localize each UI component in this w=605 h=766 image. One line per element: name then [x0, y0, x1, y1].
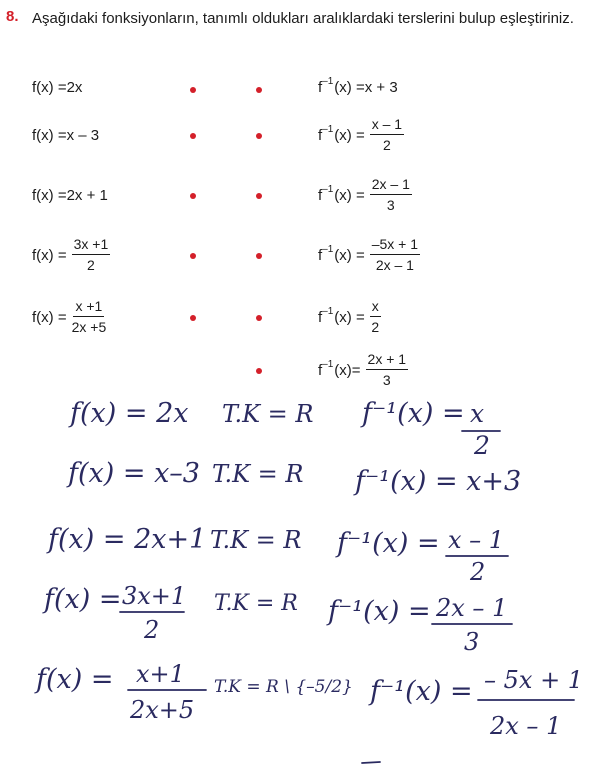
- left-function-2: f(x) = x – 3: [32, 127, 100, 144]
- left-function-3: f(x) = 2x + 1: [32, 187, 108, 204]
- match-dot-right[interactable]: [256, 315, 262, 321]
- match-dot-left[interactable]: [190, 87, 196, 93]
- match-row-3: [0, 173, 605, 223]
- hw-function-3: f(x) = 2x+1: [48, 524, 207, 555]
- right-inverse-5: f –1 (x) = $\frac{x}{2}$: [318, 298, 380, 335]
- left-function-5: f(x) = $\frac{x +1}{2x +5}$: [32, 298, 107, 335]
- hw-inverse-1: f⁻¹(x) =: [362, 398, 465, 429]
- hw-function-num-4: 3x+1: [122, 582, 187, 610]
- hw-inverse-4: f⁻¹(x) =: [328, 596, 431, 627]
- hw-domain-4: T.K = R: [214, 591, 298, 616]
- hw-function-den-4: 2: [144, 616, 160, 644]
- hw-domain-2: T.K = R: [212, 460, 304, 488]
- hw-function-5: f(x) =: [36, 664, 114, 695]
- match-row-5: [0, 295, 605, 345]
- hw-inverse-3: f⁻¹(x) =: [337, 528, 440, 559]
- hw-inverse-den-4: 3: [464, 628, 480, 656]
- match-dot-left[interactable]: [190, 193, 196, 199]
- right-inverse-1: f –1 (x) = x + 3: [318, 76, 398, 96]
- hw-domain-3: T.K = R: [210, 526, 302, 554]
- hw-inverse-den-5: 2x – 1: [490, 712, 562, 740]
- right-inverse-4: f –1 (x) = $\frac{-5x + 1}{2x - 1}$: [318, 236, 419, 273]
- hw-function-num-5: x+1: [136, 660, 185, 688]
- hw-inverse-den-1: 2: [474, 431, 490, 460]
- hw-inverse-num-3: x – 1: [448, 526, 505, 554]
- match-dot-right[interactable]: [256, 368, 262, 374]
- hw-function-1: f(x) = 2x: [70, 398, 189, 429]
- hw-function-den-5: 2x+5: [130, 696, 195, 724]
- hw-inverse-num-5: – 5x + 1: [484, 666, 584, 694]
- question-text: Aşağıdaki fonksiyonların, tanımlı oldukları aralıklardaki terslerini bulup eşleştiriniz.: [32, 10, 574, 27]
- question-number: 8.: [6, 8, 19, 25]
- handwritten-solution: [0, 382, 605, 766]
- right-inverse-3: f –1 (x) = $\frac{2x - 1}{3}$: [318, 176, 410, 213]
- match-dot-right[interactable]: [256, 133, 262, 139]
- hw-function-2: f(x) = x–3: [68, 458, 200, 489]
- match-dot-right[interactable]: [256, 193, 262, 199]
- match-row-4: [0, 233, 605, 283]
- hw-stray-mark: [362, 762, 380, 763]
- hw-inverse-den-3: 2: [470, 558, 486, 586]
- match-dot-right[interactable]: [256, 253, 262, 259]
- match-row-2: [0, 113, 605, 163]
- left-function-1: f(x) = 2x: [32, 79, 83, 96]
- match-dot-right[interactable]: [256, 87, 262, 93]
- hw-function-4: f(x) =: [44, 584, 122, 615]
- hw-domain-5: T.K = R \ {–5/2}: [214, 677, 353, 697]
- hw-domain-1: T.K = R: [222, 400, 314, 428]
- right-inverse-6: f –1 (x)= $\frac{2x + 1}{3}$: [318, 351, 407, 388]
- match-dot-left[interactable]: [190, 315, 196, 321]
- left-function-4: f(x) = $\frac{3x +1}{2}$: [32, 236, 109, 273]
- hw-inverse-5: f⁻¹(x) =: [370, 676, 473, 707]
- match-dot-left[interactable]: [190, 253, 196, 259]
- hw-inverse-num-1: x: [470, 399, 485, 428]
- hw-inverse-2: f⁻¹(x) = x+3: [355, 466, 522, 497]
- hw-inverse-num-4: 2x – 1: [436, 594, 508, 622]
- match-dot-left[interactable]: [190, 133, 196, 139]
- match-row-1: [0, 67, 605, 117]
- right-inverse-2: f –1 (x) = $\frac{x - 1}{2}$: [318, 116, 403, 153]
